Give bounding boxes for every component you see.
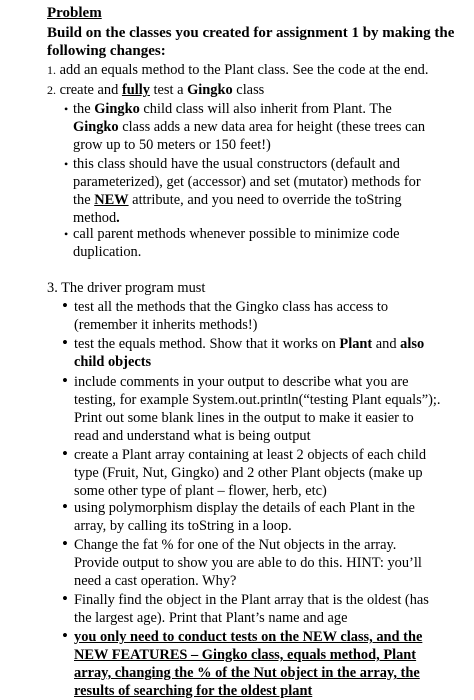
item-1-text: add an equals method to the Plant class. See the code at the end. (59, 62, 429, 78)
driver-bullet-2 (62, 335, 442, 371)
driver-bullet-8-text: you only need to conduct tests on the NEW class, and the NEW FEATURES – Gingko class, equals method, Plant array, changing the % of the Nut object in the array, the results of searching for the oldest plant (74, 629, 423, 699)
sub-bullet-2-text: this class should have the usual constructors (default and parameterized), get (accessor) and set (mutator) methods for the NEW attribute, and you need to override the toString method. (73, 156, 421, 226)
bullet-icon: • (62, 534, 68, 553)
bullet-icon: • (62, 371, 68, 390)
sub-bullet-3-text: call parent methods whenever possible to minimize code duplication. (73, 226, 400, 260)
bullet-icon: • (64, 157, 69, 171)
bullet-icon: • (62, 296, 68, 315)
bullet-icon: • (62, 626, 68, 645)
driver-bullet-3 (62, 373, 442, 445)
bullet-icon: • (62, 589, 68, 608)
driver-bullet-5 (62, 499, 442, 535)
driver-bullet-4 (62, 446, 442, 500)
sub-bullet-2 (64, 155, 436, 227)
item-2-fully: fully (121, 82, 150, 98)
driver-bullet-5-text: using polymorphism display the details of each Plant in the array, by calling its toString in a loop. (74, 500, 415, 534)
driver-bullet-1-text: test all the methods that the Gingko class has access to (remember it inherits methods!) (74, 299, 389, 333)
driver-bullet-6 (62, 536, 442, 590)
sub-bullet-1-text: the Gingko child class will also inherit from Plant. The Gingko class adds a new data area for height (these trees can grow up to 50 meters or 150 feet!) (73, 101, 426, 153)
item-2-number: 2. (47, 83, 56, 97)
bullet-icon: • (62, 497, 68, 516)
bullet-icon: • (62, 333, 68, 352)
bullet-icon: • (62, 444, 68, 463)
item-2-gingko: Gingko (187, 82, 233, 98)
driver-bullet-3-text: include comments in your output to describe what you are testing, for example System.out.println(“testing Plant equals”);. Print out some blank lines in the output to make it easier to read and understand what is being output (74, 374, 441, 444)
driver-bullet-7 (62, 591, 442, 627)
driver-heading: 3. The driver program must (47, 280, 206, 296)
driver-bullet-2-text: test the equals method. Show that it works on Plant and also child objects (74, 336, 425, 370)
item-2-text-post: class (232, 82, 265, 98)
driver-bullet-4-text: create a Plant array containing at least 2 objects of each child type (Fruit, Nut, Gingko) and 2 other Plant objects (make up some other type of plant – flower, herb, etc) (74, 447, 427, 499)
item-2 (47, 81, 457, 99)
item-2-text-pre: create and (59, 82, 122, 98)
driver-bullet-1 (62, 298, 442, 334)
intro-paragraph: Build on the classes you created for assignment 1 by making the following changes: (47, 25, 455, 59)
item-1-number: 1. (47, 63, 56, 77)
item-2-text-mid: test a (149, 82, 188, 98)
driver-bullet-7-text: Finally find the object in the Plant array that is the oldest (has the largest age). Print that Plant’s name and age (74, 592, 429, 626)
sub-bullet-1 (64, 100, 436, 154)
driver-bullet-6-text: Change the fat % for one of the Nut objects in the array. Provide output to show you are able to do this. HINT: you’ll need a cast operation. Why? (74, 537, 422, 589)
item-1 (47, 61, 457, 79)
problem-heading: Problem (47, 5, 102, 21)
driver-bullet-8 (62, 628, 442, 700)
sub-bullet-3 (64, 225, 436, 261)
bullet-icon: • (64, 227, 69, 241)
bullet-icon: • (64, 102, 69, 116)
